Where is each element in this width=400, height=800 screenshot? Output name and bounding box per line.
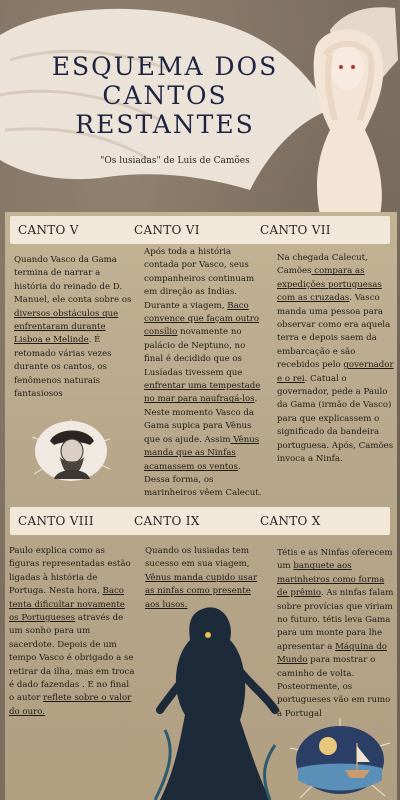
page-title: ESQUEMA DOS CANTOS RESTANTES — [51, 52, 279, 139]
cantos-header-bottom — [10, 507, 390, 535]
cantos-header-top — [10, 216, 390, 244]
vasco-da-gama-portrait — [32, 419, 110, 483]
canto-viii-text: Paulo explica como as figuras representadas estão ligadas à história de Portuga. Nesta hora, Baco tenta dificultar novamente os Portugueses através de um sonho para um sacerdote. Depois de um tempo Vasco é obrigado a se retirar da ilha, mas em troca é dado fazendas . E no final o autor reflete sobre o valor do ouro. — [9, 546, 135, 717]
spirit-creature-illustration — [150, 600, 280, 800]
canto-x-heading: CANTO X — [260, 514, 321, 528]
header-area — [0, 0, 400, 215]
canto-x-text: Tétis e as Ninfas oferecem um banquete aos marinheiros como forma de prêmio. As ninfas falam sobre provícias que viriam no futuro. tétis leva Gama para um monte para lhe apresentar a Máquina do Mundo para mostrar o caminho de volta. Posteormente, os portugueses vão em rumo à Portugal — [277, 548, 394, 719]
canto-ix-text: Quando os lusiadas tem sucesso em sua viagem, Vênus manda cupido usar as ninfas como presente aos lusos. — [145, 546, 258, 610]
canto-vii-text: Na chegada Calecut, Camões compara as expedições portuguesas com as cruzadas. Vasco manda uma pessoa para observar como era aquela terra e depois saem da embarcação e são recebidos pelo governador e o rei. Catual o governador, pede a Paulo da Gama (irmão de Vasco) para que explicassem o significado da bandeira portuguesa. Após, Camões invoca a Ninfa. — [277, 253, 394, 465]
ship-sea-illustration — [290, 718, 390, 798]
canto-vii-heading: CANTO VII — [260, 223, 331, 237]
canto-ix-heading: CANTO IX — [134, 514, 200, 528]
page-subtitle: "Os lusiadas" de Luis de Camões — [100, 156, 250, 166]
canto-v-heading: CANTO V — [18, 223, 79, 237]
warrior-figure-illustration — [295, 20, 400, 215]
canto-v-highlight: diversos obstáculos que enfrentaram durante Lisboa e Melinde — [14, 308, 119, 346]
canto-viii-heading: CANTO VIII — [18, 514, 94, 528]
canto-vi-heading: CANTO VI — [134, 223, 200, 237]
canto-vi-text: Após toda a história contada por Vasco, seus companheiros continuam em direção as Índias. Durante a viagem, Baco convence que façam outro consílio novamente no palácio de Neptuno, no final é decidido que os Lusíadas tivessem que enfrentar uma tempestade no mar para naufragá-los. Neste momento Vasco da Gama supica para Vênus que os ajude. Assim Vênus manda que as Ninfas acamassem os ventos. Dessa forma, os marinheiros vêem Calecut. — [144, 247, 262, 499]
canto-v-text: Quando Vasco da Gama termina de narrar a história do reinado de D. Manuel, ele conta sobre os diversos obstáculos que enfrentaram durante Lisboa e Melinde. É retomado várias vezes durante os cantos, os fenômenos naturais fantasiosos — [14, 255, 132, 400]
